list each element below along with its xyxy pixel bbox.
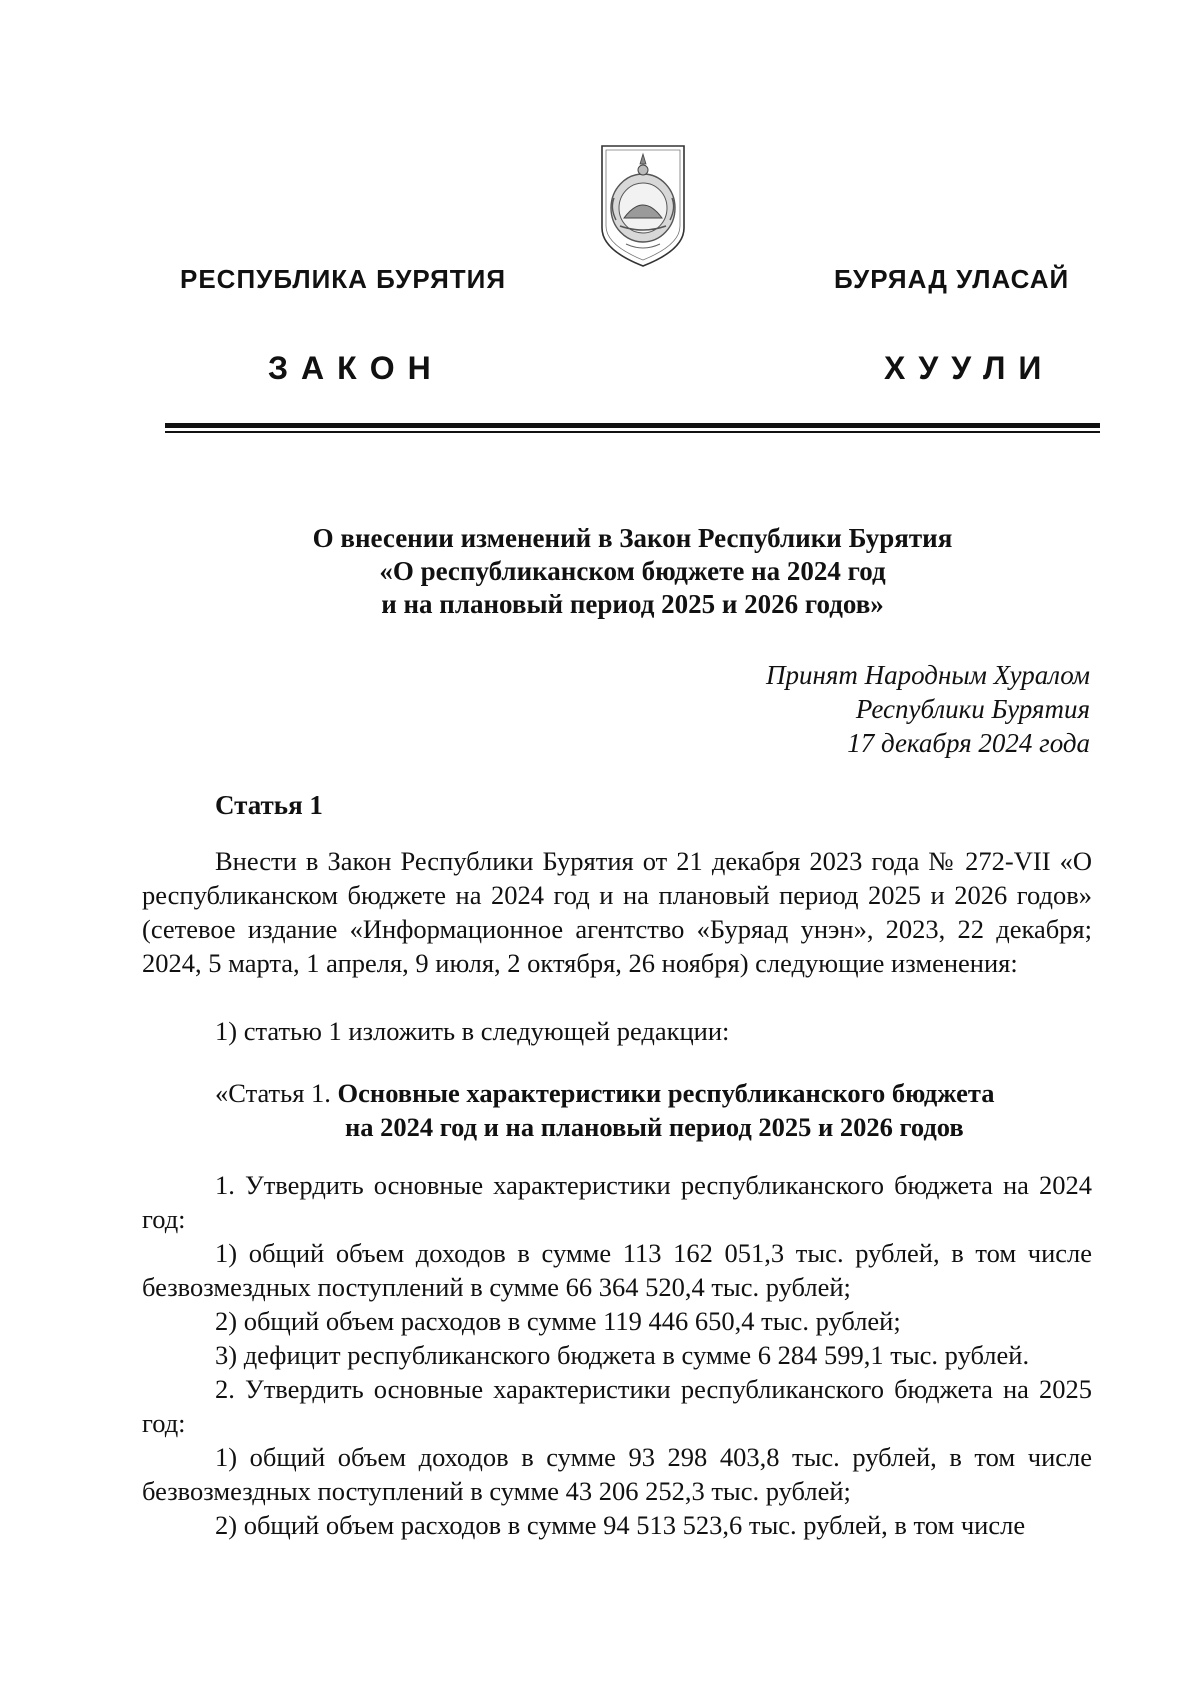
article-body	[142, 1168, 1092, 1542]
document-kind-buryat: ХУУЛИ	[884, 350, 1055, 386]
coat-of-arms-icon	[596, 140, 690, 270]
law-title-line: О внесении изменений в Закон Республики Бурятия	[312, 523, 953, 553]
law-title	[165, 522, 1100, 621]
article-heading: Статья 1	[215, 790, 323, 820]
body-paragraph: 1) общий объем доходов в сумме 113 162 051,3 тыс. рублей, в том числе безвозмездных поступлений в сумме 66 364 520,4 тыс. рублей;	[142, 1238, 1092, 1302]
body-paragraph: 2) общий объем расходов в сумме 119 446 650,4 тыс. рублей;	[215, 1306, 901, 1336]
intro-paragraph: Внести в Закон Республики Бурятия от 21 декабря 2023 года № 272-VII «О республиканском бюджете на 2024 год и на плановый период 2025 и 2026 годов» (сетевое издание «Информационное агентство «Буряад унэн», 2023, 22 декабря; 2024, 5 марта, 1 апреля, 9 июля, 2 октября, 26 ноября) следующие изменения:	[142, 846, 1092, 978]
body-paragraph: 1. Утвердить основные характеристики республиканского бюджета на 2024 год:	[142, 1170, 1092, 1234]
body-paragraph: 2) общий объем расходов в сумме 94 513 523,6 тыс. рублей, в том числе	[215, 1510, 1026, 1540]
new-article-title-line: на 2024 год и на плановый период 2025 и 2026 годов	[345, 1112, 964, 1142]
adoption-line: Республики Бурятия	[855, 694, 1090, 724]
adoption-line: Принят Народным Хуралом	[765, 660, 1090, 690]
new-article-title-line: Основные характеристики республиканского бюджета	[337, 1078, 995, 1108]
law-title-line: «О республиканском бюджете на 2024 год	[379, 556, 886, 586]
body-paragraph: 2. Утвердить основные характеристики республиканского бюджета на 2025 год:	[142, 1374, 1092, 1438]
adoption-date: 17 декабря 2024 года	[847, 728, 1090, 758]
republic-name-russian: РЕСПУБЛИКА БУРЯТИЯ	[180, 264, 507, 294]
body-paragraph: 3) дефицит республиканского бюджета в сумме 6 284 599,1 тыс. рублей.	[215, 1340, 1030, 1370]
amendment-item: 1) статью 1 изложить в следующей редакции:	[215, 1016, 730, 1046]
law-title-line: и на плановый период 2025 и 2026 годов»	[381, 589, 884, 619]
adoption-note	[766, 658, 1090, 760]
document-kind-russian: ЗАКОН	[268, 350, 444, 386]
new-article-prefix: «Статья 1.	[215, 1078, 331, 1108]
republic-name-buryat: БУРЯАД УЛАСАЙ	[834, 264, 1070, 294]
header-rule-thin	[165, 431, 1100, 433]
new-article-heading	[215, 1076, 1105, 1144]
body-paragraph: 1) общий объем доходов в сумме 93 298 403,8 тыс. рублей, в том числе безвозмездных поступлений в сумме 43 206 252,3 тыс. рублей;	[142, 1442, 1092, 1506]
header-rule-thick	[165, 423, 1100, 428]
